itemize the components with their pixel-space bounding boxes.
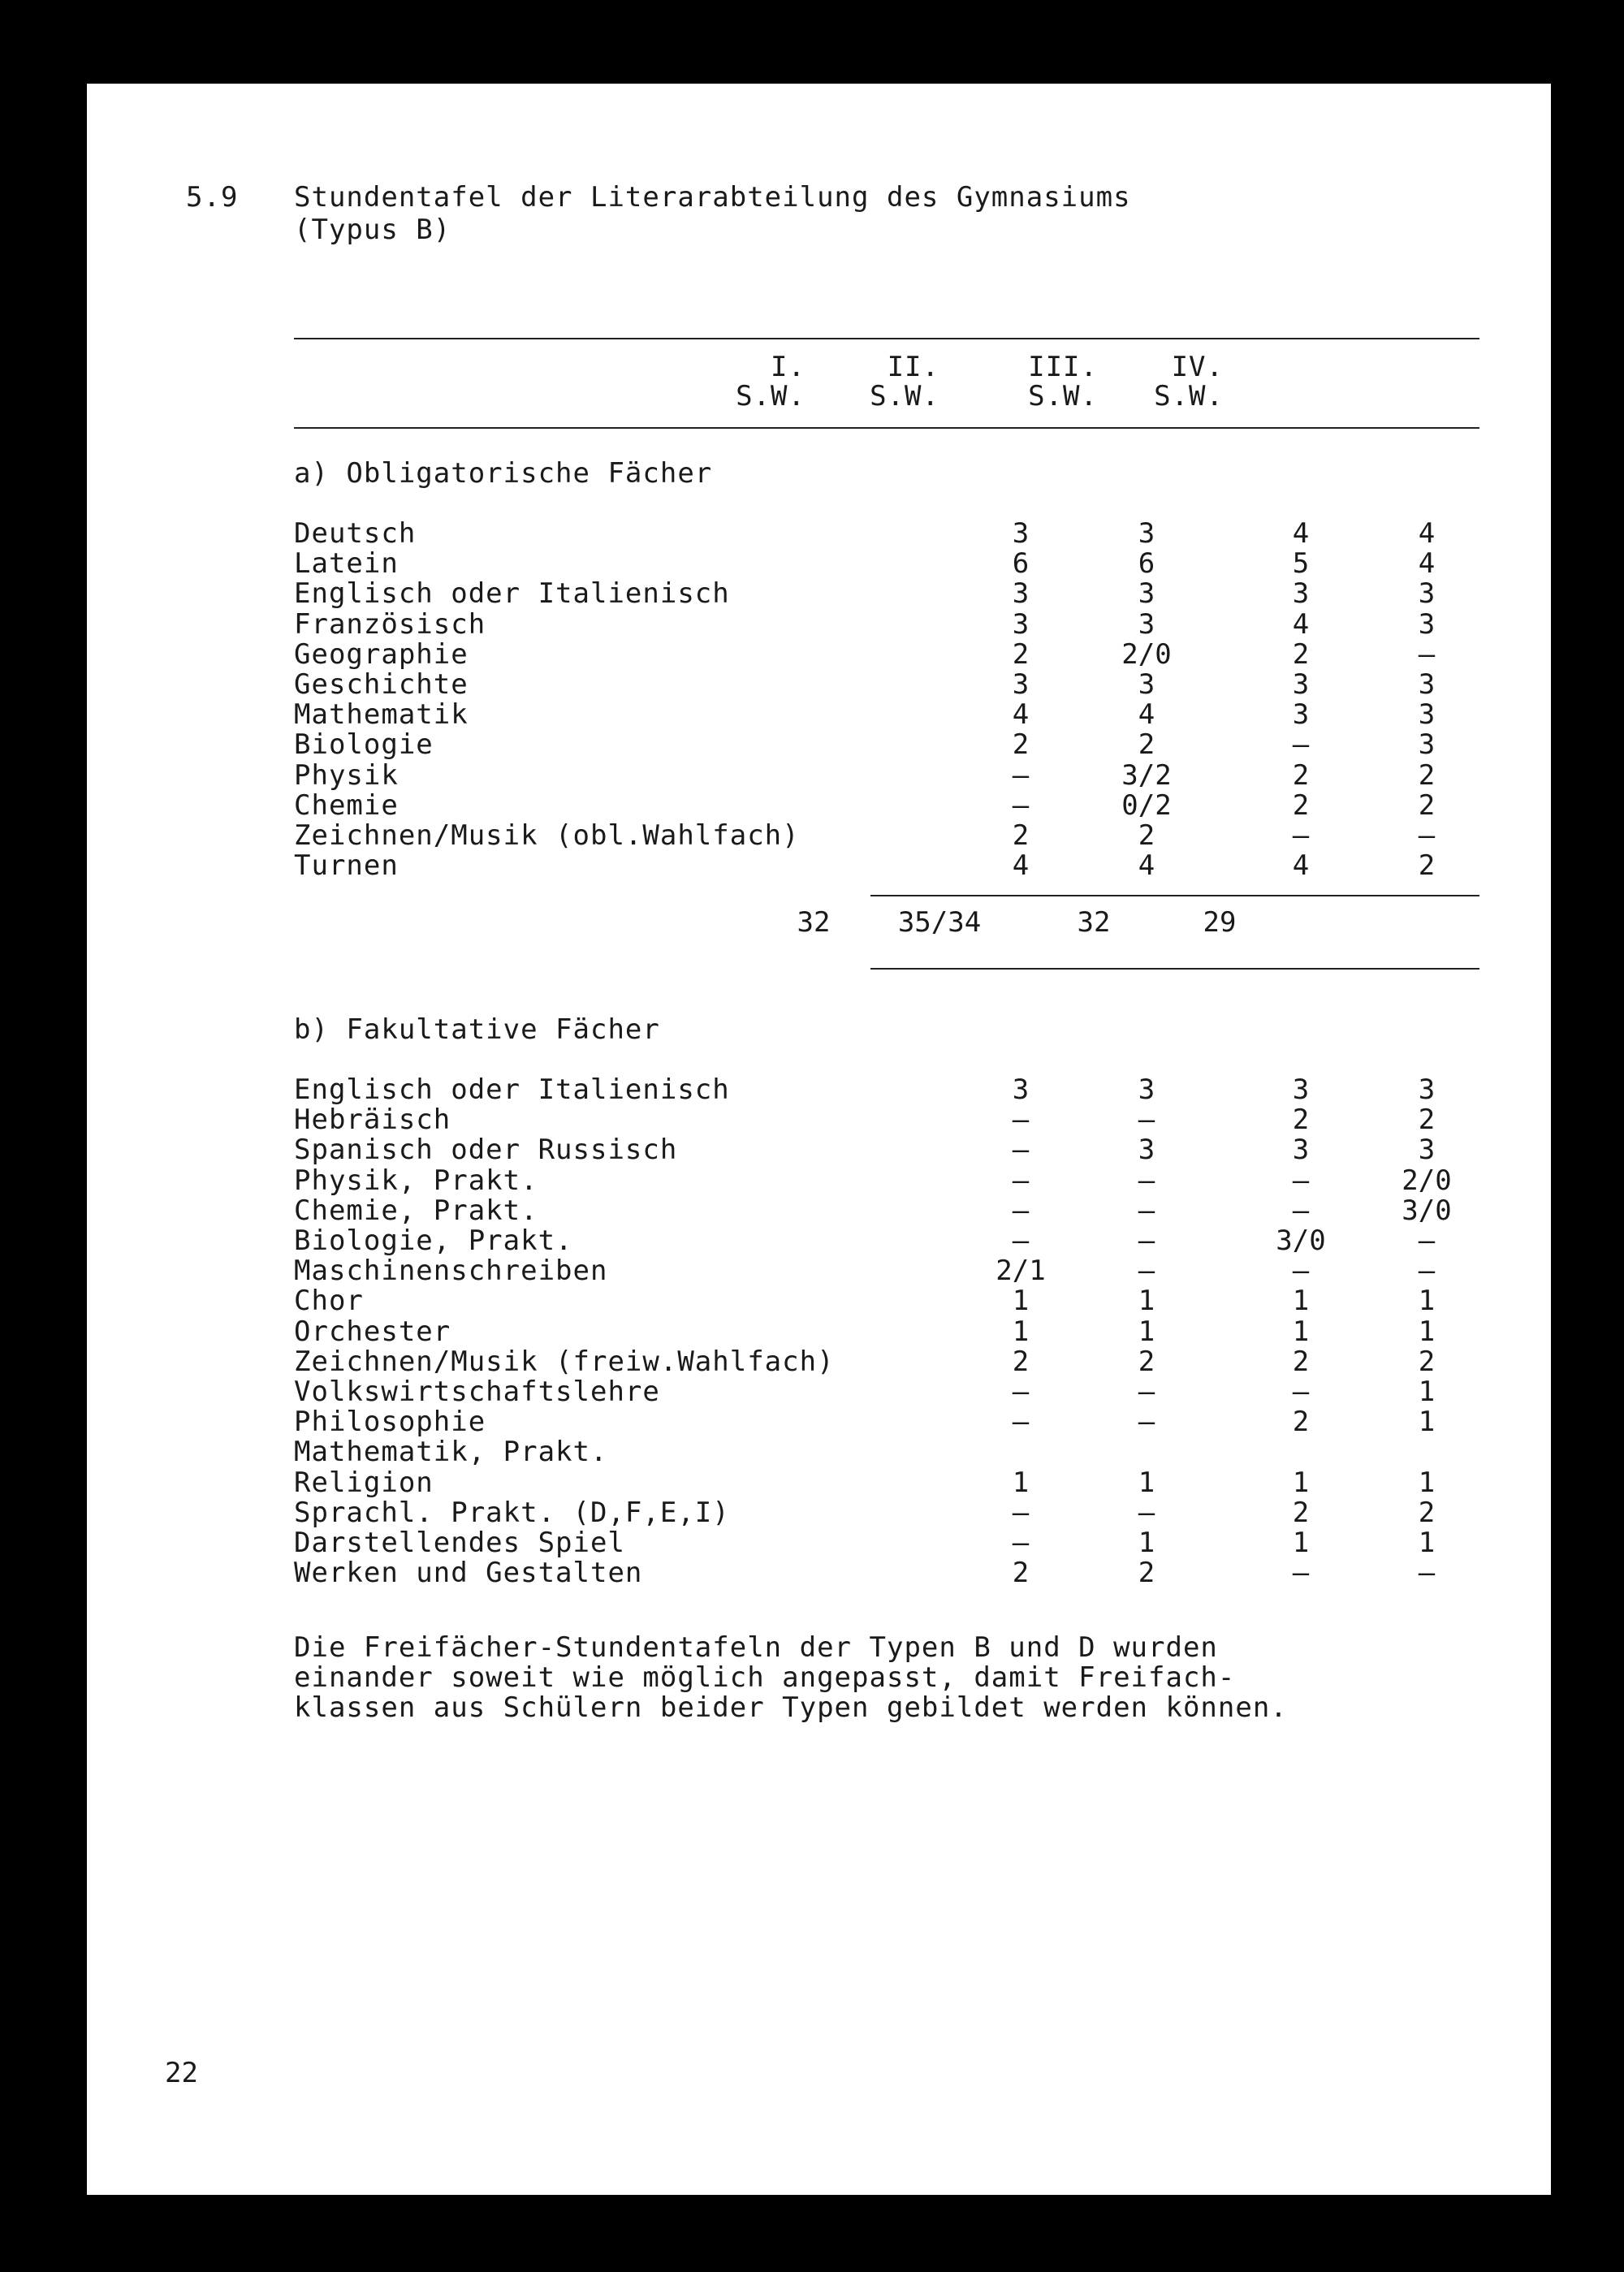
hours-cell-3: 3 — [1292, 1134, 1310, 1167]
hours-cell-1: 2 — [1012, 1557, 1030, 1590]
hours-cell-4: 3/0 — [1402, 1194, 1452, 1227]
hours-cell-2: 2 — [1138, 728, 1155, 762]
subject-label: Zeichnen/Musik (freiw.Wahlfach) — [294, 1345, 835, 1378]
hours-cell-2: 3 — [1138, 1134, 1155, 1167]
hours-cell-4: 3 — [1418, 698, 1436, 732]
hours-cell-2: 1 — [1138, 1527, 1155, 1559]
column-header-3-unit: S.W. — [1028, 380, 1098, 413]
hours-cell-1: – — [1012, 788, 1030, 822]
hours-cell-1: – — [1012, 1134, 1030, 1167]
hours-cell-3: 2 — [1292, 1345, 1310, 1378]
subject-label: Englisch oder Italienisch — [294, 577, 730, 611]
document-page — [87, 84, 1551, 2195]
subject-label: Deutsch — [294, 517, 417, 550]
hours-cell-2: – — [1138, 1406, 1155, 1439]
hours-cell-1: – — [1012, 1496, 1030, 1529]
totals-top-rule — [870, 895, 1479, 896]
table-row — [294, 549, 1479, 579]
subject-label: Chemie — [294, 788, 399, 822]
hours-cell-3: 2 — [1292, 1406, 1310, 1439]
hours-cell-3: 1 — [1292, 1527, 1310, 1559]
hours-cell-2: 2 — [1138, 1557, 1155, 1590]
subject-label: Mathematik, Prakt. — [294, 1436, 608, 1469]
hours-cell-2: – — [1138, 1194, 1155, 1227]
hours-cell-2: 1 — [1138, 1466, 1155, 1499]
hours-cell-4: 3 — [1418, 1073, 1436, 1106]
hours-cell-1: 6 — [1012, 547, 1030, 581]
hours-cell-4: 2 — [1418, 788, 1436, 822]
subject-label: Werken und Gestalten — [294, 1557, 643, 1590]
table-row — [294, 607, 1479, 641]
hours-cell-1: 4 — [1012, 849, 1030, 883]
hours-cell-1: 2 — [1012, 1345, 1030, 1378]
table-row — [294, 579, 1479, 609]
hours-cell-2: – — [1138, 1255, 1155, 1288]
subject-label: Hebräisch — [294, 1104, 451, 1137]
table-row — [294, 1498, 1479, 1528]
subject-label: Englisch oder Italienisch — [294, 1073, 730, 1106]
hours-cell-2: 1 — [1138, 1315, 1155, 1348]
table-row — [294, 730, 1479, 760]
hours-cell-1: 3 — [1012, 577, 1030, 611]
table-row — [294, 637, 1479, 671]
table-row — [294, 1075, 1479, 1105]
table-row — [294, 1468, 1479, 1498]
total-col-4: 29 — [1203, 906, 1237, 939]
hours-cell-1: 1 — [1012, 1285, 1030, 1318]
subject-label: Sprachl. Prakt. (D,F,E,I) — [294, 1496, 730, 1529]
hours-cell-3: 1 — [1292, 1315, 1310, 1348]
hours-cell-2: – — [1138, 1104, 1155, 1137]
subject-label: Französisch — [294, 607, 486, 641]
table-row — [294, 1196, 1479, 1226]
table-row — [294, 758, 1479, 792]
hours-cell-2: 1 — [1138, 1285, 1155, 1318]
hours-cell-3: – — [1292, 1557, 1310, 1590]
hours-cell-2: 3 — [1138, 517, 1155, 550]
hours-cell-3: 5 — [1292, 547, 1310, 581]
column-header-1: I. — [771, 351, 806, 383]
hours-cell-1: 2/1 — [996, 1255, 1046, 1288]
hours-cell-1: – — [1012, 1225, 1030, 1257]
hours-cell-4: 1 — [1418, 1527, 1436, 1559]
hours-cell-1: 2 — [1012, 728, 1030, 762]
subject-label: Biologie, Prakt. — [294, 1225, 573, 1257]
hours-cell-3: 1 — [1292, 1466, 1310, 1499]
subject-label: Zeichnen/Musik (obl.Wahlfach) — [294, 819, 800, 852]
hours-cell-4: 1 — [1418, 1376, 1436, 1408]
hours-cell-3: – — [1292, 1164, 1310, 1197]
hours-cell-2: – — [1138, 1225, 1155, 1257]
header-bottom-rule — [294, 427, 1479, 429]
hours-cell-3: 4 — [1292, 607, 1310, 641]
subject-label: Spanisch oder Russisch — [294, 1134, 678, 1167]
section-a-heading: a) Obligatorische Fächer — [294, 457, 713, 490]
hours-cell-3: – — [1292, 1255, 1310, 1288]
hours-cell-4: 3 — [1418, 668, 1436, 701]
subject-label: Chemie, Prakt. — [294, 1194, 538, 1227]
note-line-2: einander soweit wie möglich angepasst, damit Freifach- — [294, 1661, 1236, 1694]
subject-label: Biologie — [294, 728, 434, 762]
hours-cell-4: 2 — [1418, 849, 1436, 883]
table-row — [294, 851, 1479, 881]
note-line-3: klassen aus Schülern beider Typen gebildet werden können. — [294, 1691, 1288, 1724]
hours-cell-1: – — [1012, 758, 1030, 792]
hours-cell-3: 2 — [1292, 758, 1310, 792]
hours-cell-4: – — [1418, 1225, 1436, 1257]
hours-cell-4: 3 — [1418, 1134, 1436, 1167]
column-header-1-unit: S.W. — [736, 380, 806, 413]
subject-label: Physik — [294, 758, 399, 792]
hours-cell-4: 2/0 — [1402, 1164, 1452, 1197]
table-row — [294, 1226, 1479, 1256]
total-col-1: 32 — [797, 906, 831, 939]
subject-label: Mathematik — [294, 698, 469, 732]
hours-cell-3: 4 — [1292, 849, 1310, 883]
subject-label: Geographie — [294, 637, 469, 671]
hours-cell-1: 3 — [1012, 1073, 1030, 1106]
totals-bottom-rule — [870, 968, 1479, 970]
hours-cell-3: – — [1292, 1194, 1310, 1227]
hours-cell-4: 1 — [1418, 1285, 1436, 1318]
hours-cell-3: 3 — [1292, 1073, 1310, 1106]
hours-cell-4: 2 — [1418, 758, 1436, 792]
column-header-4-unit: S.W. — [1154, 380, 1224, 413]
hours-cell-4: 1 — [1418, 1315, 1436, 1348]
hours-cell-3: 2 — [1292, 1104, 1310, 1137]
hours-cell-3: 2 — [1292, 788, 1310, 822]
table-row — [294, 1105, 1479, 1135]
hours-cell-4: 3 — [1418, 607, 1436, 641]
hours-cell-3: – — [1292, 819, 1310, 852]
table-row — [294, 1528, 1479, 1558]
hours-cell-1: – — [1012, 1376, 1030, 1408]
subject-label: Maschinenschreiben — [294, 1255, 608, 1288]
hours-cell-3: 3 — [1292, 698, 1310, 732]
hours-cell-2: 3 — [1138, 1073, 1155, 1106]
table-row — [294, 1347, 1479, 1377]
hours-cell-1: – — [1012, 1104, 1030, 1137]
hours-cell-4: 1 — [1418, 1466, 1436, 1499]
hours-cell-1: 2 — [1012, 819, 1030, 852]
note-line-1: Die Freifächer-Stundentafeln der Typen B und D wurden — [294, 1631, 1218, 1664]
page-number: 22 — [165, 2057, 198, 2089]
hours-cell-4: – — [1418, 1255, 1436, 1288]
hours-cell-2: 4 — [1138, 849, 1155, 883]
hours-cell-1: 4 — [1012, 698, 1030, 732]
subject-label: Turnen — [294, 849, 399, 883]
table-row — [294, 1256, 1479, 1286]
hours-cell-1: 1 — [1012, 1315, 1030, 1348]
table-row — [294, 1558, 1479, 1588]
hours-cell-1: 3 — [1012, 668, 1030, 701]
hours-cell-2: – — [1138, 1164, 1155, 1197]
hours-cell-2: 3 — [1138, 577, 1155, 611]
hours-cell-3: – — [1292, 1376, 1310, 1408]
hours-cell-2: 2 — [1138, 819, 1155, 852]
total-col-2: 35/34 — [897, 906, 982, 939]
section-title: Stundentafel der Literarabteilung des Gymnasiums — [294, 181, 1131, 214]
hours-cell-2: 4 — [1138, 698, 1155, 732]
table-row — [294, 670, 1479, 700]
hours-cell-1: 1 — [1012, 1466, 1030, 1499]
hours-cell-2: 2 — [1138, 1345, 1155, 1378]
section-number: 5.9 — [186, 181, 239, 214]
table-row — [294, 700, 1479, 730]
column-header-2: II. — [887, 351, 939, 383]
hours-cell-1: – — [1012, 1164, 1030, 1197]
table-top-rule — [294, 338, 1479, 339]
hours-cell-1: 3 — [1012, 607, 1030, 641]
hours-cell-4: 3 — [1418, 728, 1436, 762]
hours-cell-3: 4 — [1292, 517, 1310, 550]
column-header-4: IV. — [1171, 351, 1224, 383]
hours-cell-3: 2 — [1292, 637, 1310, 671]
table-row — [294, 1317, 1479, 1347]
hours-cell-3: 2 — [1292, 1496, 1310, 1529]
hours-cell-4: 3 — [1418, 577, 1436, 611]
subject-label: Latein — [294, 547, 399, 581]
hours-cell-4: – — [1418, 819, 1436, 852]
hours-cell-4: – — [1418, 637, 1436, 671]
hours-cell-1: – — [1012, 1527, 1030, 1559]
column-header-3: III. — [1028, 351, 1098, 383]
table-row — [294, 519, 1479, 549]
hours-cell-4: 4 — [1418, 547, 1436, 581]
hours-cell-4: 2 — [1418, 1496, 1436, 1529]
hours-cell-4: – — [1418, 1557, 1436, 1590]
subject-label: Religion — [294, 1466, 434, 1499]
hours-cell-3: – — [1292, 728, 1310, 762]
table-row — [294, 1166, 1479, 1196]
hours-cell-2: 3 — [1138, 668, 1155, 701]
subject-label: Orchester — [294, 1315, 451, 1348]
hours-cell-2: 6 — [1138, 547, 1155, 581]
hours-cell-4: 2 — [1418, 1345, 1436, 1378]
hours-cell-1: 2 — [1012, 637, 1030, 671]
section-subtitle: (Typus B) — [294, 214, 451, 246]
total-col-3: 32 — [1077, 906, 1111, 939]
subject-label: Physik, Prakt. — [294, 1164, 538, 1197]
hours-cell-2: 2/0 — [1121, 637, 1172, 671]
hours-cell-2: – — [1138, 1376, 1155, 1408]
subject-label: Geschichte — [294, 668, 469, 701]
table-row — [294, 1437, 1479, 1467]
table-row — [294, 788, 1479, 822]
subject-label: Volkswirtschaftslehre — [294, 1376, 660, 1408]
section-b-heading: b) Fakultative Fächer — [294, 1013, 660, 1046]
table-row — [294, 1407, 1479, 1437]
hours-cell-1: 3 — [1012, 517, 1030, 550]
table-row — [294, 821, 1479, 851]
column-header-2-unit: S.W. — [870, 380, 939, 413]
subject-label: Darstellendes Spiel — [294, 1527, 625, 1559]
hours-cell-1: – — [1012, 1406, 1030, 1439]
hours-cell-4: 1 — [1418, 1406, 1436, 1439]
hours-cell-2: – — [1138, 1496, 1155, 1529]
subject-label: Philosophie — [294, 1406, 486, 1439]
table-row — [294, 1377, 1479, 1407]
hours-cell-3: 3 — [1292, 668, 1310, 701]
hours-cell-2: 3 — [1138, 607, 1155, 641]
subject-label: Chor — [294, 1285, 364, 1318]
table-row — [294, 1286, 1479, 1316]
hours-cell-2: 3/2 — [1121, 758, 1172, 792]
hours-cell-1: – — [1012, 1194, 1030, 1227]
hours-cell-2: 0/2 — [1121, 788, 1172, 822]
hours-cell-4: 4 — [1418, 517, 1436, 550]
hours-cell-3: 3 — [1292, 577, 1310, 611]
hours-cell-3: 3/0 — [1276, 1225, 1326, 1257]
hours-cell-4: 2 — [1418, 1104, 1436, 1137]
table-row — [294, 1135, 1479, 1165]
hours-cell-3: 1 — [1292, 1285, 1310, 1318]
